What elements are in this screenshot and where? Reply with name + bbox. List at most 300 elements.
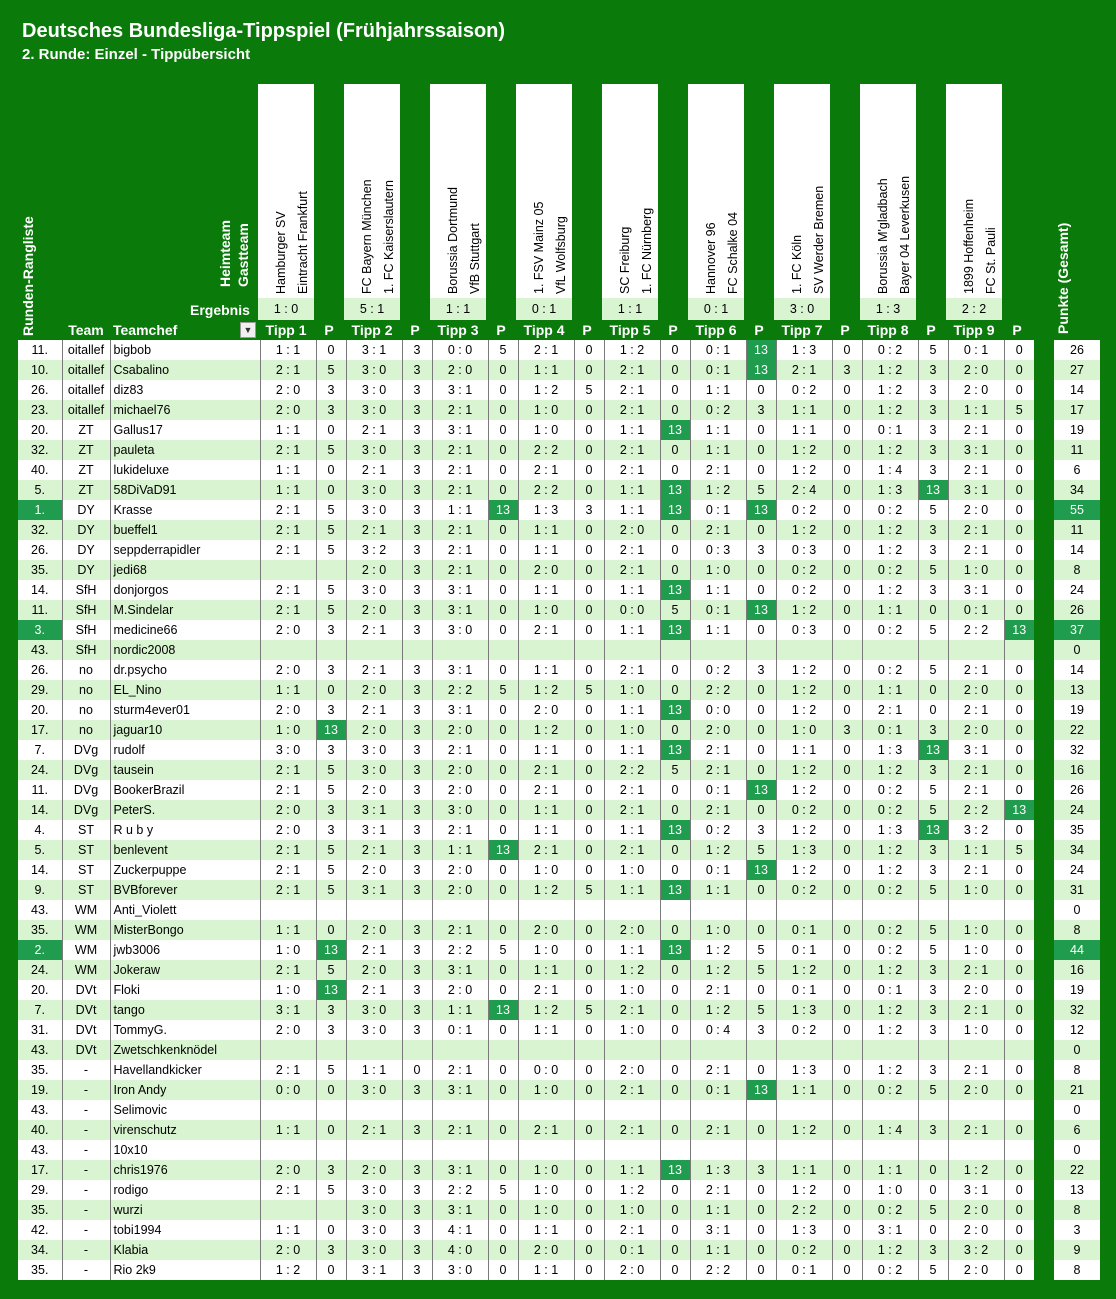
teamchef-cell: M.Sindelar xyxy=(110,600,260,620)
column-gap xyxy=(1034,400,1054,420)
points-cell: 0 xyxy=(1004,500,1034,520)
tipp-cell: 3 : 2 xyxy=(948,1240,1004,1260)
teamchef-cell: diz83 xyxy=(110,380,260,400)
tipp-cell: 1 : 2 xyxy=(862,1060,918,1080)
table-row xyxy=(18,780,1100,800)
team-cell: DVt xyxy=(62,1040,110,1060)
gastteam-label: Gastteam xyxy=(235,223,251,287)
tipp-cell: 3 : 0 xyxy=(346,760,402,780)
total-points-cell: 44 xyxy=(1054,940,1100,960)
tipp-cell: 3 : 0 xyxy=(346,1220,402,1240)
tipp-cell: 1 : 0 xyxy=(604,1020,660,1040)
match-result: 3 : 0 xyxy=(774,298,830,320)
points-cell: 0 xyxy=(1004,420,1034,440)
tipp-cell: 2 : 0 xyxy=(604,1060,660,1080)
tipp-cell: 1 : 2 xyxy=(776,960,832,980)
tipp-cell: 1 : 0 xyxy=(260,940,316,960)
tipp-cell: 2 : 1 xyxy=(346,980,402,1000)
table-row xyxy=(18,600,1100,620)
tipp-cell xyxy=(260,1200,316,1220)
points-cell: 5 xyxy=(918,620,948,640)
tipp-cell: 2 : 2 xyxy=(604,760,660,780)
tipp-cell: 2 : 0 xyxy=(948,1080,1004,1100)
table-row xyxy=(18,1020,1100,1040)
match-result: 1 : 0 xyxy=(258,298,314,320)
points-cell: 0 xyxy=(574,980,604,1000)
total-points-cell: 16 xyxy=(1054,760,1100,780)
rank-cell: 17. xyxy=(18,1160,62,1180)
points-cell: 3 xyxy=(316,740,346,760)
points-cell: 0 xyxy=(746,980,776,1000)
tipp-cell: 1 : 0 xyxy=(604,980,660,1000)
teamchef-cell: jedi68 xyxy=(110,560,260,580)
tipp-cell: 2 : 0 xyxy=(518,560,574,580)
total-points-cell: 19 xyxy=(1054,420,1100,440)
tipp-cell: 2 : 0 xyxy=(432,360,488,380)
points-cell: 0 xyxy=(1004,880,1034,900)
points-cell: 0 xyxy=(574,1180,604,1200)
column-gap xyxy=(1034,1060,1054,1080)
tipp-cell: 3 : 1 xyxy=(346,800,402,820)
tipp-cell xyxy=(776,1100,832,1120)
tipp-cell: 3 : 0 xyxy=(432,800,488,820)
points-cell xyxy=(660,900,690,920)
tipp-cell: 0 : 0 xyxy=(690,700,746,720)
tipp-cell: 2 : 2 xyxy=(518,440,574,460)
table-row xyxy=(18,1220,1100,1240)
team-cell: DVt xyxy=(62,1020,110,1040)
heimteam-label: Heimteam xyxy=(217,220,233,287)
rank-cell: 17. xyxy=(18,720,62,740)
tipp-cell: 1 : 0 xyxy=(948,560,1004,580)
rank-cell: 11. xyxy=(18,340,62,360)
points-cell xyxy=(1004,1100,1034,1120)
points-cell: 0 xyxy=(832,400,862,420)
tipp-cell: 0 : 1 xyxy=(948,600,1004,620)
tipp-cell: 0 : 1 xyxy=(862,420,918,440)
points-cell: 13 xyxy=(918,740,948,760)
points-cell: 0 xyxy=(660,520,690,540)
tipp-cell: 3 : 0 xyxy=(346,740,402,760)
tipp-cell: 1 : 0 xyxy=(518,600,574,620)
table-row xyxy=(18,940,1100,960)
tipp-cell: 0 : 1 xyxy=(604,1240,660,1260)
tipp-cell: 2 : 0 xyxy=(260,660,316,680)
tipp-cell: 1 : 2 xyxy=(690,840,746,860)
tipp-cell: 1 : 1 xyxy=(690,620,746,640)
tipp-cell: 2 : 1 xyxy=(604,1220,660,1240)
total-points-cell: 16 xyxy=(1054,960,1100,980)
points-cell: 13 xyxy=(746,340,776,360)
team-cell: no xyxy=(62,700,110,720)
tipp-cell: 3 : 0 xyxy=(346,480,402,500)
points-cell: 5 xyxy=(746,840,776,860)
match-result: 2 : 2 xyxy=(946,298,1002,320)
team-cell: DVt xyxy=(62,980,110,1000)
tipp-cell: 2 : 1 xyxy=(518,980,574,1000)
points-cell: 3 xyxy=(918,840,948,860)
team-cell: ZT xyxy=(62,480,110,500)
tipp-header-9: Tipp 9 xyxy=(953,322,995,338)
points-cell: 0 xyxy=(660,540,690,560)
points-cell: 13 xyxy=(660,580,690,600)
points-header-7: P xyxy=(840,322,850,338)
tipp-header-4: Tipp 4 xyxy=(523,322,565,338)
tipp-cell: 1 : 1 xyxy=(690,880,746,900)
total-points-cell: 22 xyxy=(1054,720,1100,740)
points-cell: 0 xyxy=(832,580,862,600)
points-cell: 3 xyxy=(918,760,948,780)
table-row xyxy=(18,620,1100,640)
points-cell: 0 xyxy=(832,540,862,560)
tipp-cell: 1 : 1 xyxy=(518,1020,574,1040)
tipp-cell: 0 : 2 xyxy=(862,1200,918,1220)
points-cell xyxy=(832,1140,862,1160)
points-cell: 0 xyxy=(488,760,518,780)
column-gap xyxy=(1034,580,1054,600)
away-team-name: FC St. Pauli xyxy=(984,227,998,294)
tipp-cell: 2 : 1 xyxy=(432,440,488,460)
tipp-cell: 1 : 2 xyxy=(948,1160,1004,1180)
rank-cell: 32. xyxy=(18,440,62,460)
points-cell: 13 xyxy=(488,500,518,520)
points-cell: 0 xyxy=(832,1180,862,1200)
points-cell: 3 xyxy=(402,400,432,420)
tipp-cell: 1 : 0 xyxy=(948,880,1004,900)
points-cell: 0 xyxy=(488,400,518,420)
tipp-cell: 2 : 1 xyxy=(518,340,574,360)
points-cell: 0 xyxy=(316,920,346,940)
tipp-cell: 2 : 1 xyxy=(518,460,574,480)
tipp-cell: 3 : 2 xyxy=(948,820,1004,840)
rank-cell: 35. xyxy=(18,1260,62,1280)
total-points-cell: 37 xyxy=(1054,620,1100,640)
points-cell: 0 xyxy=(574,800,604,820)
team-cell: SfH xyxy=(62,620,110,640)
column-gap xyxy=(1034,560,1054,580)
tipp-cell: 2 : 0 xyxy=(518,920,574,940)
points-cell: 0 xyxy=(488,820,518,840)
tipp-cell: 0 : 2 xyxy=(862,340,918,360)
tipp-cell xyxy=(260,560,316,580)
points-cell: 13 xyxy=(660,480,690,500)
tipp-cell: 3 : 0 xyxy=(432,620,488,640)
tipp-cell: 1 : 1 xyxy=(260,420,316,440)
points-cell: 3 xyxy=(918,460,948,480)
points-cell: 0 xyxy=(574,700,604,720)
column-gap xyxy=(1034,840,1054,860)
points-cell: 13 xyxy=(1004,620,1034,640)
points-cell xyxy=(918,1140,948,1160)
tipp-cell: 2 : 1 xyxy=(604,1120,660,1140)
tipp-cell: 2 : 1 xyxy=(432,480,488,500)
points-cell: 3 xyxy=(402,340,432,360)
points-cell: 0 xyxy=(832,940,862,960)
teamchef-cell: 10x10 xyxy=(110,1140,260,1160)
points-header-6: P xyxy=(754,322,764,338)
table-row xyxy=(18,1240,1100,1260)
points-cell: 5 xyxy=(918,560,948,580)
points-cell: 0 xyxy=(488,480,518,500)
points-cell: 0 xyxy=(574,860,604,880)
tipp-header-7: Tipp 7 xyxy=(781,322,823,338)
tipp-cell: 2 : 1 xyxy=(346,420,402,440)
tipp-cell: 1 : 4 xyxy=(862,460,918,480)
points-cell: 0 xyxy=(1004,480,1034,500)
points-cell: 3 xyxy=(746,540,776,560)
tipp-cell: 1 : 3 xyxy=(776,340,832,360)
points-cell: 0 xyxy=(832,700,862,720)
points-cell: 0 xyxy=(574,600,604,620)
tipp-cell xyxy=(948,1040,1004,1060)
rank-cell: 9. xyxy=(18,880,62,900)
points-cell: 0 xyxy=(1004,560,1034,580)
tipp-cell: 1 : 1 xyxy=(862,600,918,620)
tipp-cell: 1 : 1 xyxy=(518,740,574,760)
points-cell: 0 xyxy=(1004,1160,1034,1180)
column-gap xyxy=(1034,800,1054,820)
tipp-cell: 0 : 1 xyxy=(432,1020,488,1040)
points-cell: 3 xyxy=(918,380,948,400)
tipp-cell: 1 : 2 xyxy=(776,520,832,540)
tipp-cell: 1 : 1 xyxy=(518,800,574,820)
tipp-header-1: Tipp 1 xyxy=(265,322,307,338)
points-cell xyxy=(316,560,346,580)
points-cell: 0 xyxy=(488,700,518,720)
match-result: 1 : 1 xyxy=(430,298,486,320)
points-cell: 3 xyxy=(402,800,432,820)
points-cell: 0 xyxy=(832,680,862,700)
points-cell: 13 xyxy=(746,360,776,380)
match-header-5 xyxy=(602,84,658,320)
total-points-cell: 0 xyxy=(1054,1040,1100,1060)
tipp-cell: 2 : 1 xyxy=(690,460,746,480)
points-cell: 13 xyxy=(746,500,776,520)
points-cell: 5 xyxy=(746,1000,776,1020)
points-cell: 0 xyxy=(660,1120,690,1140)
points-cell: 5 xyxy=(316,1180,346,1200)
tipp-cell: 2 : 1 xyxy=(948,860,1004,880)
home-team-name: Hannover 96 xyxy=(704,222,718,294)
points-cell: 5 xyxy=(488,340,518,360)
points-cell: 0 xyxy=(574,480,604,500)
points-cell: 5 xyxy=(574,1000,604,1020)
tipp-cell xyxy=(518,1140,574,1160)
points-cell: 3 xyxy=(402,980,432,1000)
tipp-cell: 3 : 1 xyxy=(432,420,488,440)
points-cell: 13 xyxy=(660,740,690,760)
tipp-cell: 0 : 2 xyxy=(776,380,832,400)
team-cell: - xyxy=(62,1180,110,1200)
points-cell: 3 xyxy=(574,500,604,520)
tipp-cell: 2 : 1 xyxy=(260,1060,316,1080)
total-points-cell: 31 xyxy=(1054,880,1100,900)
points-cell: 0 xyxy=(488,440,518,460)
teamchef-cell: Csabalino xyxy=(110,360,260,380)
points-cell: 0 xyxy=(316,480,346,500)
points-cell: 3 xyxy=(918,520,948,540)
total-points-cell: 0 xyxy=(1054,640,1100,660)
points-cell: 0 xyxy=(746,1120,776,1140)
points-cell: 3 xyxy=(402,1220,432,1240)
points-cell: 3 xyxy=(402,380,432,400)
tipp-cell xyxy=(346,640,402,660)
points-cell: 5 xyxy=(918,660,948,680)
total-points-cell: 34 xyxy=(1054,840,1100,860)
points-cell: 0 xyxy=(1004,600,1034,620)
points-cell: 0 xyxy=(660,840,690,860)
tipp-cell: 1 : 1 xyxy=(604,620,660,640)
tipp-cell: 0 : 1 xyxy=(690,1080,746,1100)
tipp-cell: 1 : 4 xyxy=(862,1120,918,1140)
points-cell: 13 xyxy=(316,940,346,960)
teamchef-cell: jaguar10 xyxy=(110,720,260,740)
points-cell: 5 xyxy=(316,840,346,860)
tipp-cell: 1 : 2 xyxy=(862,1000,918,1020)
points-cell: 0 xyxy=(1004,860,1034,880)
points-cell: 0 xyxy=(1004,440,1034,460)
points-cell: 0 xyxy=(1004,360,1034,380)
tipp-cell xyxy=(690,900,746,920)
points-cell xyxy=(832,640,862,660)
tipp-cell xyxy=(260,900,316,920)
points-cell: 0 xyxy=(832,520,862,540)
team-cell: ST xyxy=(62,880,110,900)
table-row xyxy=(18,440,1100,460)
tipp-cell: 1 : 2 xyxy=(776,820,832,840)
points-cell: 0 xyxy=(488,560,518,580)
points-cell: 3 xyxy=(402,780,432,800)
tipp-cell: 2 : 0 xyxy=(346,920,402,940)
rank-cell: 2. xyxy=(18,940,62,960)
tipp-cell: 2 : 0 xyxy=(948,720,1004,740)
tipp-header-5: Tipp 5 xyxy=(609,322,651,338)
tipp-cell: 1 : 2 xyxy=(604,340,660,360)
team-cell: no xyxy=(62,680,110,700)
table-row xyxy=(18,1100,1100,1120)
teamchef-cell: Zwetschkenknödel xyxy=(110,1040,260,1060)
tipp-cell: 0 : 1 xyxy=(690,780,746,800)
column-gap xyxy=(1034,440,1054,460)
points-cell: 5 xyxy=(746,480,776,500)
points-cell xyxy=(402,1040,432,1060)
tipp-cell: 2 : 1 xyxy=(260,580,316,600)
points-cell: 3 xyxy=(746,1020,776,1040)
points-cell: 0 xyxy=(574,1060,604,1080)
table-row xyxy=(18,700,1100,720)
tipp-cell: 3 : 1 xyxy=(432,380,488,400)
points-cell xyxy=(402,1140,432,1160)
rank-cell: 10. xyxy=(18,360,62,380)
table-row xyxy=(18,1000,1100,1020)
tipp-cell: 1 : 2 xyxy=(862,360,918,380)
tipp-cell: 2 : 0 xyxy=(604,520,660,540)
points-cell xyxy=(488,1040,518,1060)
tipp-cell xyxy=(862,640,918,660)
points-cell: 3 xyxy=(746,660,776,680)
tipp-cell: 1 : 1 xyxy=(604,700,660,720)
tipp-cell: 1 : 2 xyxy=(862,1020,918,1040)
points-cell: 3 xyxy=(402,520,432,540)
teamchef-cell: chris1976 xyxy=(110,1160,260,1180)
tipp-cell: 1 : 2 xyxy=(518,1000,574,1020)
tipp-cell: 2 : 1 xyxy=(604,460,660,480)
points-cell: 3 xyxy=(402,760,432,780)
points-cell xyxy=(832,1040,862,1060)
away-team-name: Bayer 04 Leverkusen xyxy=(898,175,912,294)
tipp-cell: 2 : 0 xyxy=(260,1240,316,1260)
points-cell: 0 xyxy=(660,860,690,880)
team-cell: oitallef xyxy=(62,360,110,380)
table-row xyxy=(18,1080,1100,1100)
tipp-cell xyxy=(432,900,488,920)
tipp-cell: 2 : 0 xyxy=(948,500,1004,520)
tipp-cell: 2 : 0 xyxy=(346,720,402,740)
tipp-cell xyxy=(948,1100,1004,1120)
tipp-cell: 2 : 2 xyxy=(432,680,488,700)
points-cell: 0 xyxy=(832,800,862,820)
points-cell: 0 xyxy=(316,340,346,360)
teamchef-cell: EL_Nino xyxy=(110,680,260,700)
tipp-cell: 1 : 2 xyxy=(776,860,832,880)
points-cell: 0 xyxy=(488,420,518,440)
filter-dropdown-button[interactable]: ▼ xyxy=(240,322,256,338)
points-cell: 0 xyxy=(1004,980,1034,1000)
tipp-cell: 0 : 1 xyxy=(690,340,746,360)
points-cell: 3 xyxy=(316,660,346,680)
tipp-cell: 2 : 1 xyxy=(518,620,574,640)
rank-cell: 14. xyxy=(18,860,62,880)
teamchef-cell: Anti_Violett xyxy=(110,900,260,920)
points-cell: 3 xyxy=(402,860,432,880)
tipp-cell: 0 : 1 xyxy=(690,600,746,620)
tipp-cell: 1 : 1 xyxy=(690,440,746,460)
total-points-cell: 32 xyxy=(1054,1000,1100,1020)
tipp-cell: 2 : 1 xyxy=(690,1180,746,1200)
tipp-cell: 2 : 1 xyxy=(948,700,1004,720)
points-cell: 0 xyxy=(1004,920,1034,940)
points-cell: 0 xyxy=(488,800,518,820)
teamchef-cell: Havellandkicker xyxy=(110,1060,260,1080)
points-cell: 0 xyxy=(660,1020,690,1040)
rank-cell: 43. xyxy=(18,900,62,920)
points-cell: 0 xyxy=(660,1060,690,1080)
points-cell: 13 xyxy=(660,880,690,900)
team-cell: - xyxy=(62,1200,110,1220)
points-cell xyxy=(746,1040,776,1060)
tipp-cell: 1 : 3 xyxy=(862,820,918,840)
points-cell xyxy=(402,1100,432,1120)
points-cell: 0 xyxy=(746,680,776,700)
points-cell: 0 xyxy=(918,1180,948,1200)
tipp-cell: 1 : 3 xyxy=(776,840,832,860)
tipp-cell xyxy=(948,1140,1004,1160)
tipp-cell: 0 : 2 xyxy=(776,880,832,900)
points-cell: 5 xyxy=(918,340,948,360)
tipp-cell: 2 : 1 xyxy=(862,700,918,720)
points-cell: 3 xyxy=(918,400,948,420)
tipp-cell: 3 : 0 xyxy=(346,400,402,420)
tipp-cell: 1 : 2 xyxy=(862,760,918,780)
tipp-cell: 1 : 1 xyxy=(690,420,746,440)
teamchef-cell: jwb3006 xyxy=(110,940,260,960)
total-points-cell: 19 xyxy=(1054,700,1100,720)
tipp-cell: 1 : 1 xyxy=(260,920,316,940)
tipp-cell: 1 : 0 xyxy=(604,1200,660,1220)
points-cell: 0 xyxy=(660,720,690,740)
teamchef-cell: tango xyxy=(110,1000,260,1020)
home-team-name: SC Freiburg xyxy=(618,226,632,294)
